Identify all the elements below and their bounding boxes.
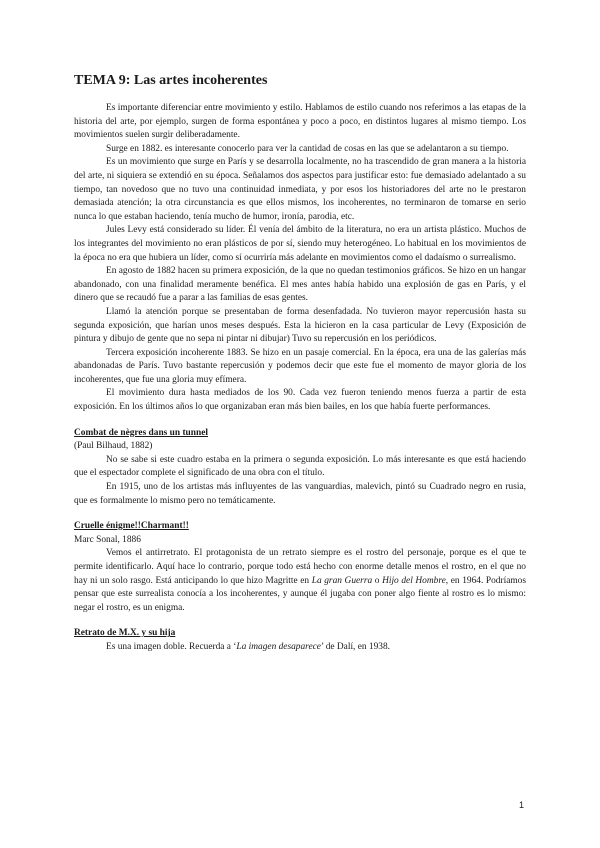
intro-paragraph: El movimiento dura hasta mediados de los 90. Cada vez fueron teniendo menos fuerza a partir de esta exposición. En los últimos años lo que organizaban eran más bien bailes, en los que había fuerte performances. — [74, 388, 526, 413]
text-run: o — [372, 575, 383, 586]
section-heading-cruelle-enigme: Cruelle énigme!!Charmant!! — [74, 521, 189, 532]
intro-paragraph: Llamó la atención porque se presentaban de forma desenfadada. No tuvieron mayor repercusión hasta su segunda exposición, que harían unos meses después. Esta la hicieron en la casa particular de Levy (Exposición de pintura y dibujo de gente que no sepa ni pintar ni dibujar) Tuvo su repercusión en los periódicos. — [74, 306, 526, 345]
section-paragraph: No se sabe si este cuadro estaba en la primera o segunda exposición. Lo más interesante es que está haciendo que el espectador complete el significado de una obra con el título. — [74, 454, 526, 479]
section-heading-retrato: Retrato de M.X. y su hija — [74, 628, 176, 639]
intro-paragraph: Es importante diferenciar entre movimiento y estilo. Hablamos de estilo cuando nos referimos a las etapas de la historia del arte, por ejemplo, surgen de forma espontánea y poco a poco, en distintos lugares al mismo tiempo. Los movimientos suelen surgir deliberadamente. — [74, 103, 526, 141]
page-content — [74, 72, 526, 655]
section-paragraph: En 1915, uno de los artistas más influyentes de las vanguardias, malevich, pintó su Cuadrado negro en rusia, que es formalmente lo mismo pero no temáticamente. — [74, 482, 526, 506]
artwork-title: La imagen desaparece — [236, 641, 321, 652]
intro-paragraph: Surge en 1882. es interesante conocerlo para ver la cantidad de cosas en las que se adelantaron a su tiempo. — [106, 143, 509, 154]
intro-paragraph: Jules Levy está considerado su líder. Él venía del ámbito de la literatura, no era un artista plástico. Muchos de los integrantes del movimiento no eran plásticos de por sí, siendo muy heterogéneo. Lo habitual en los movimientos de la época no era que hubiera un líder, como sí ocurriría más adelante en movimientos como el dadaísmo o surrealismo. — [74, 225, 526, 263]
artwork-author: Marc Sonal, 1886 — [74, 534, 141, 545]
section-paragraph — [74, 547, 526, 615]
section-heading-combat: Combat de nègres dans un tunnel — [74, 427, 208, 438]
text-run: , en 1964. Podríamos pensar que este surrealista conocía a los incoherentes, y aunque él jugaba con poner algo fiente al rostro es lo mismo: negar el rostro, es un enigma. — [74, 575, 527, 613]
text-run: Es una imagen doble. Recuerda a ‘ — [106, 641, 237, 652]
artwork-title: Hijo del Hombre — [382, 575, 446, 586]
artwork-title: La gran Guerra — [311, 575, 373, 586]
artwork-author: (Paul Bilhaud, 1882) — [74, 441, 153, 452]
text-run: Vemos el antirretrato. El protagonista de un retrato siempre es el rostro del personaje, porque es el que te permite identificarlo. Aquí hace lo contrario, porque todo está hecho con enorme detalle menos el rostro, en el que no hay ni un solo rasgo. Está anticipando lo que hizo Magritte en — [74, 548, 526, 586]
section-paragraph — [74, 641, 526, 655]
page-title: TEMA 9: Las artes incoherentes — [74, 73, 268, 88]
intro-paragraph: En agosto de 1882 hacen su primera exposición, de la que no quedan testimonios gráficos. Se hizo en un hangar abandonado, con una finalidad meramente benéfica. El mes antes había habido una explosión de gas en París, y el dinero que se recaudó fue a parar a las familias de esas gentes. — [74, 266, 526, 304]
intro-paragraph: Tercera exposición incoherente 1883. Se hizo en un pasaje comercial. En la época, era una de las galerías más abandonadas de París. Tuvo bastante repercusión y podemos decir que este fue el momento de mayor gloria de los incoherentes, que fue una gloria muy efímera. — [74, 347, 526, 385]
page-number: 1 — [518, 800, 524, 810]
text-run: ’ de Dalí, en 1938. — [320, 641, 391, 652]
intro-paragraph: Es un movimiento que surge en París y se desarrolla localmente, no ha trascendido de gran manera a la historia del arte, ni siquiera se extendió en su época. Señalamos dos aspectos para justificar esto: fue demasiado adelantado a su tiempo, tan novedoso que no tuvo una continuidad inmediata, y por esos los historiadores del arte no le prestaron demasiada atención; la otra circunstancia es que ellos mismos, los incoherentes, no terminaron de tomarse en serio nunca lo que estaban haciendo, tenía mucho de humor, ironía, parodia, etc. — [74, 157, 526, 222]
